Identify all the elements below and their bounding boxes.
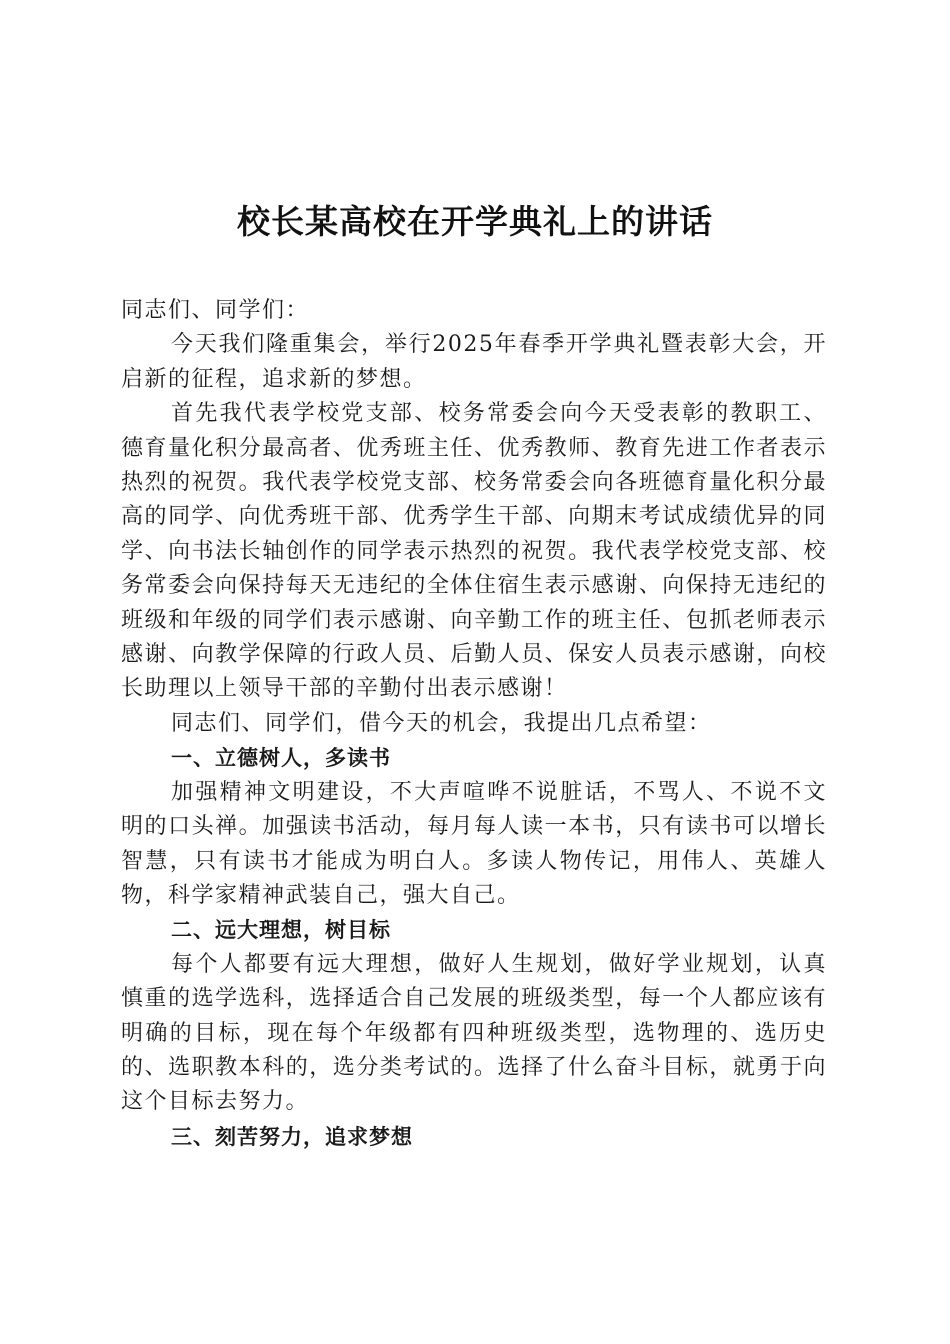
section-heading-3: 三、刻苦努力，追求梦想 bbox=[171, 1124, 413, 1149]
document-body bbox=[121, 294, 827, 1154]
section-heading-2: 二、远大理想，树目标 bbox=[171, 918, 391, 943]
salutation: 同志们、同学们： bbox=[121, 298, 310, 323]
paragraph-reading: 加强精神文明建设，不大声喧哗不说脏话，不骂人、不说不文明的口头禅。加强读书活动，每月每人读一本书，只有读书可以增长智慧，只有读书才能成为明白人。多读人物传记，用伟人、英雄人物，科学家精神武装自己，强大自己。 bbox=[121, 779, 827, 908]
document-title: 校长某高校在开学典礼上的讲话 bbox=[237, 202, 713, 241]
paragraph-congratulations: 首先我代表学校党支部、校务常委会向今天受表彰的教职工、德育量化积分最高者、优秀班主任、优秀教师、教育先进工作者表示热烈的祝贺。我代表学校党支部、校务常委会向各班德育量化积分最高的同学、向优秀班干部、优秀学生干部、向期末考试成绩优异的同学、向书法长轴创作的同学表示热烈的祝贺。我代表学校党支部、校务常委会向保持每天无违纪的全体住宿生表示感谢、向保持无违纪的班级和年级的同学们表示感谢、向辛勤工作的班主任、包抓老师表示感谢、向教学保障的行政人员、后勤人员、保安人员表示感谢，向校长助理以上领导干部的辛勤付出表示感谢！ bbox=[121, 401, 827, 702]
paragraph-goals: 每个人都要有远大理想，做好人生规划，做好学业规划，认真慎重的选学选科，选择适合自己发展的班级类型，每一个人都应该有明确的目标，现在每个年级都有四种班级类型，选物理的、选历史的、选职教本科的，选分类考试的。选择了什么奋斗目标，就勇于向这个目标去努力。 bbox=[121, 951, 827, 1115]
paragraph-opening: 今天我们隆重集会，举行2025年春季开学典礼暨表彰大会，开启新的征程，追求新的梦想。 bbox=[121, 332, 827, 392]
paragraph-hopes-intro: 同志们、同学们，借今天的机会，我提出几点希望： bbox=[171, 710, 712, 736]
section-heading-1: 一、立德树人，多读书 bbox=[171, 746, 391, 771]
